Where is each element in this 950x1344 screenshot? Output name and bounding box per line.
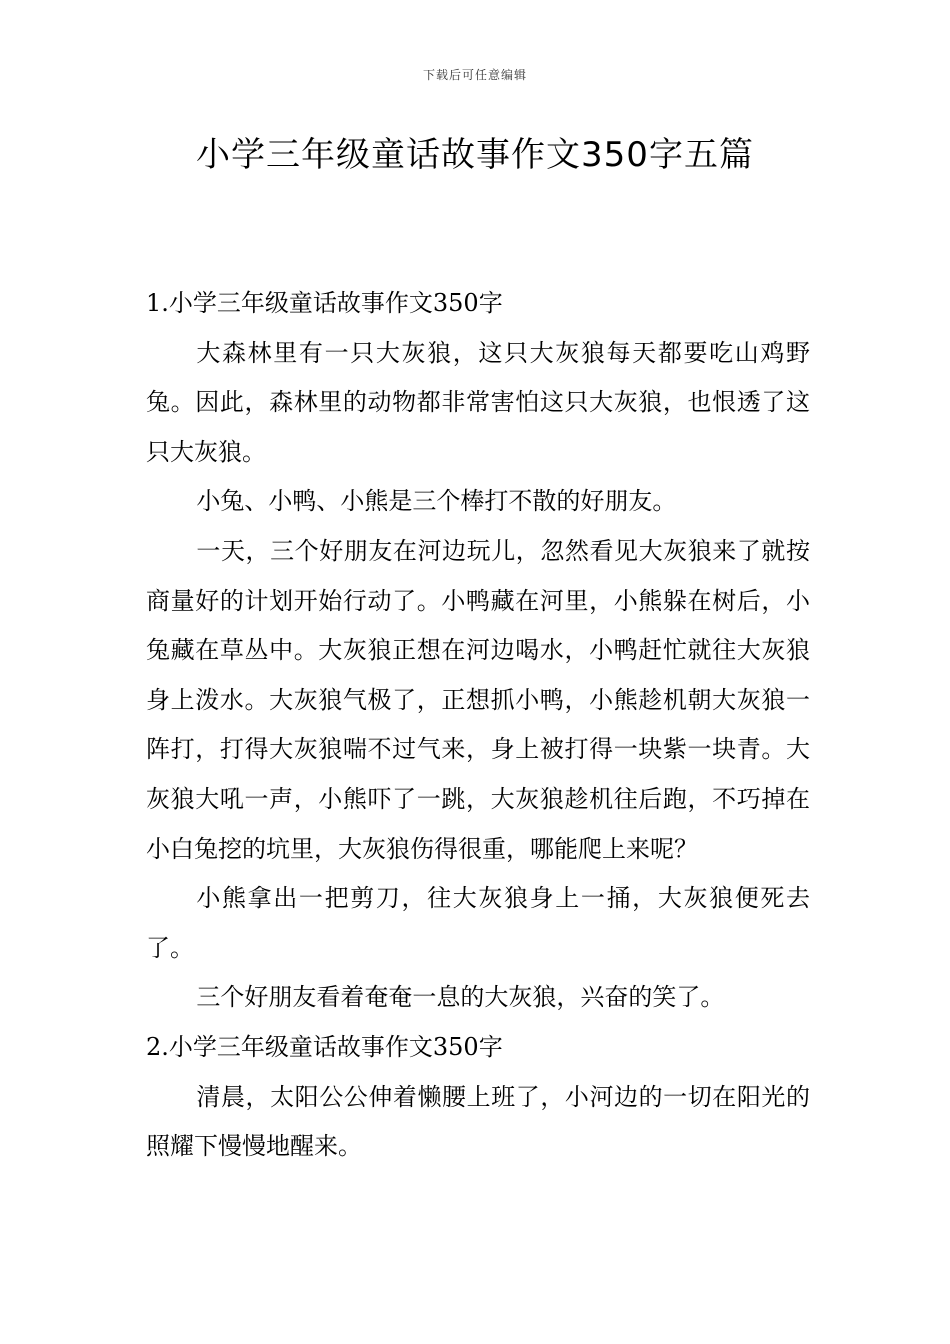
document-title: 小学三年级童话故事作文350字五篇 bbox=[196, 135, 754, 175]
paragraph: 大森林里有一只大灰狼，这只大灰狼每天都要吃山鸡野兔。因此，森林里的动物都非常害怕这只大灰狼，也恨透了这只大灰狼。 bbox=[146, 338, 810, 466]
paragraph: 小兔、小鸭、小熊是三个棒打不散的好朋友。 bbox=[196, 487, 677, 516]
header-note: 下载后可任意编辑 bbox=[422, 68, 527, 82]
paragraph: 小熊拿出一把剪刀，往大灰狼身上一捅，大灰狼便死去了。 bbox=[146, 884, 810, 962]
paragraph: 一天，三个好朋友在河边玩儿，忽然看见大灰狼来了就按商量好的计划开始行动了。小鸭藏在河里，小熊躲在树后，小兔藏在草丛中。大灰狼正想在河边喝水，小鸭赶忙就往大灰狼身上泼水。大灰狼气极了，正想抓小鸭，小熊趁机朝大灰狼一阵打，打得大灰狼喘不过气来，身上被打得一块紫一块青。大灰狼大吼一声，小熊吓了一跳，大灰狼趁机往后跑，不巧掉在小白兔挖的坑里，大灰狼伤得很重，哪能爬上来呢？ bbox=[146, 536, 810, 863]
document-body bbox=[146, 279, 810, 1172]
paragraph: 三个好朋友看着奄奄一息的大灰狼，兴奋的笑了。 bbox=[196, 983, 725, 1012]
section-heading: 2.小学三年级童话故事作文350字 bbox=[146, 1032, 503, 1061]
section-heading: 1.小学三年级童话故事作文350字 bbox=[146, 289, 503, 317]
paragraph: 清晨，太阳公公伸着懒腰上班了，小河边的一切在阳光的照耀下慢慢地醒来。 bbox=[146, 1082, 810, 1161]
